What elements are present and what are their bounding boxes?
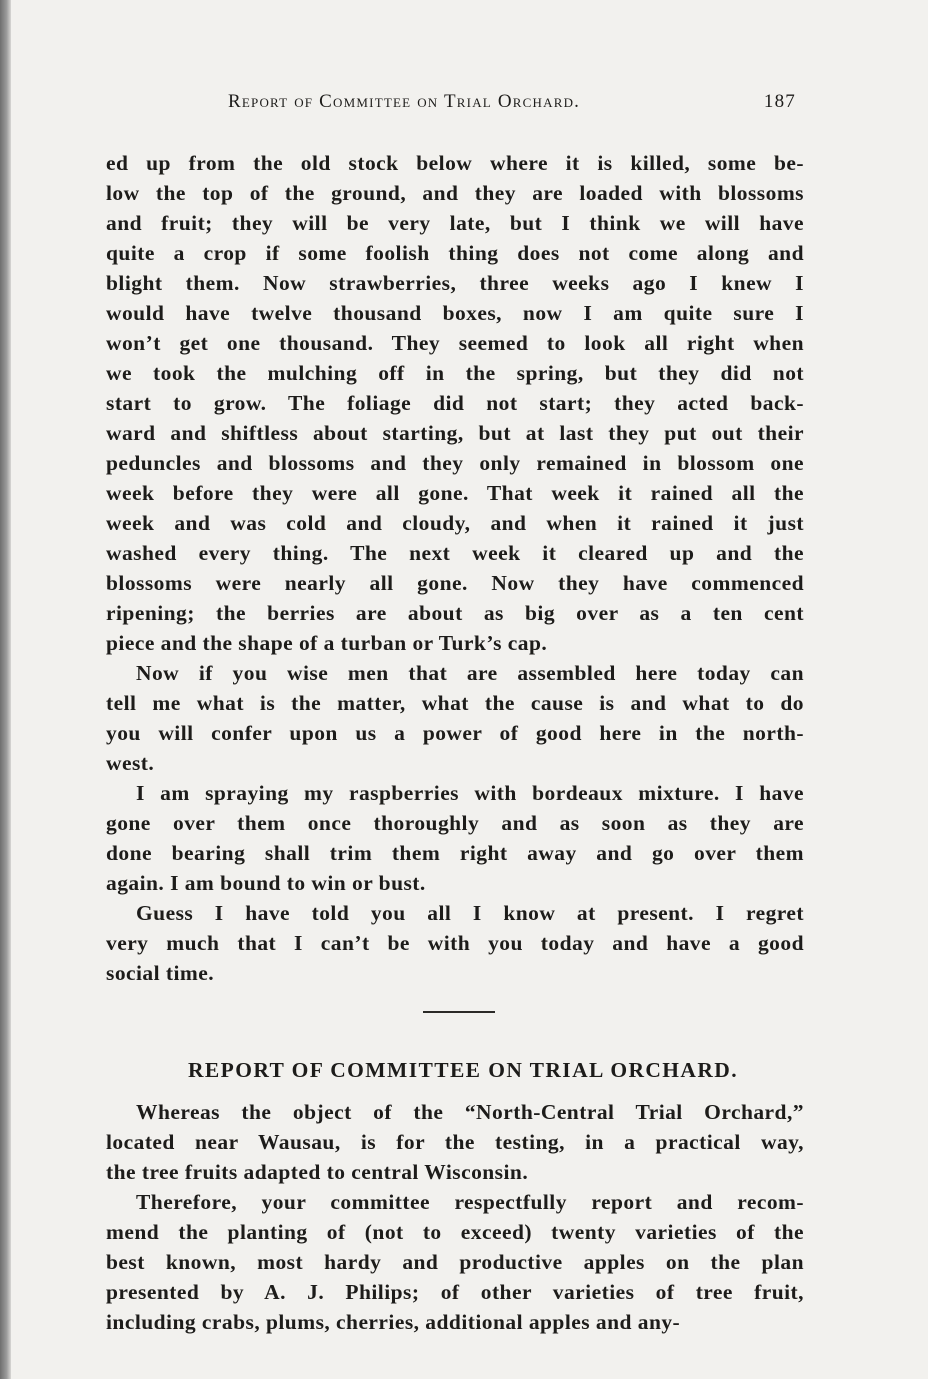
text-line: piece and the shape of a turban or Turk’s cap. <box>106 631 548 655</box>
text-line: tell me what is the matter, what the cause is and what to do <box>106 691 804 715</box>
text-line: Guess I have told you all I know at present. I regret <box>136 901 804 925</box>
text-line: week and was cold and cloudy, and when it rained it just <box>106 511 804 535</box>
text-line: including crabs, plums, cherries, additional apples and any- <box>106 1310 681 1334</box>
paragraph <box>106 1097 804 1187</box>
text-line: located near Wausau, is for the testing, in a practical way, <box>106 1130 804 1154</box>
text-line: blossoms were nearly all gone. Now they have commenced <box>106 571 804 595</box>
text-line: won’t get one thousand. They seemed to look all right when <box>106 331 804 355</box>
text-line: peduncles and blossoms and they only remained in blossom one <box>106 451 804 475</box>
text-line: social time. <box>106 961 215 985</box>
page-body <box>106 148 804 1337</box>
text-line: washed every thing. The next week it cleared up and the <box>106 541 804 565</box>
text-line: presented by A. J. Philips; of other varieties of tree fruit, <box>106 1280 804 1304</box>
text-line: mend the planting of (not to exceed) twenty varieties of the <box>106 1220 804 1244</box>
text-line: very much that I can’t be with you today and have a good <box>106 931 804 955</box>
text-line: and fruit; they will be very late, but I think we will have <box>106 211 804 235</box>
text-line: gone over them once thoroughly and as soon as they are <box>106 811 804 835</box>
paragraph <box>106 778 804 898</box>
text-line: west. <box>106 751 155 775</box>
paragraph <box>106 658 804 778</box>
running-head <box>106 88 804 118</box>
text-line: low the top of the ground, and they are loaded with blossoms <box>106 181 804 205</box>
report-text <box>106 1097 804 1337</box>
text-line: I am spraying my raspberries with bordeaux mixture. I have <box>136 781 804 805</box>
text-line: again. I am bound to win or bust. <box>106 871 426 895</box>
text-line: start to grow. The foliage did not start; they acted back- <box>106 391 804 415</box>
text-line: ward and shiftless about starting, but at last they put out their <box>106 421 804 445</box>
text-line: best known, most hardy and productive apples on the plan <box>106 1250 804 1274</box>
text-line: you will confer upon us a power of good here in the north- <box>106 721 804 745</box>
running-title: Report of Committee on Trial Orchard. <box>228 91 581 112</box>
binding-edge <box>0 0 11 1379</box>
text-line: week before they were all gone. That week it rained all the <box>106 481 804 505</box>
text-line: we took the mulching off in the spring, but they did not <box>106 361 804 385</box>
text-line: ed up from the old stock below where it is killed, some be- <box>106 151 804 175</box>
text-line: would have twelve thousand boxes, now I am quite sure I <box>106 301 804 325</box>
text-line: quite a crop if some foolish thing does not come along and <box>106 241 804 265</box>
page-number: 187 <box>763 91 796 112</box>
book-page <box>106 88 804 1337</box>
text-line: Now if you wise men that are assembled here today can <box>136 661 804 685</box>
text-line: blight them. Now strawberries, three weeks ago I knew I <box>106 271 804 295</box>
paragraph <box>106 1187 804 1337</box>
section-heading: REPORT OF COMMITTEE ON TRIAL ORCHARD. <box>188 1058 738 1082</box>
letter-text <box>106 148 804 988</box>
text-line: ripening; the berries are about as big over as a ten cent <box>106 601 804 625</box>
section-divider <box>423 1011 495 1013</box>
text-line: Whereas the object of the “North-Central Trial Orchard,” <box>136 1100 804 1124</box>
paragraph <box>106 148 804 658</box>
text-line: the tree fruits adapted to central Wisconsin. <box>106 1160 529 1184</box>
text-line: Therefore, your committee respectfully report and recom- <box>136 1190 804 1214</box>
paragraph <box>106 898 804 988</box>
text-line: done bearing shall trim them right away and go over them <box>106 841 804 865</box>
